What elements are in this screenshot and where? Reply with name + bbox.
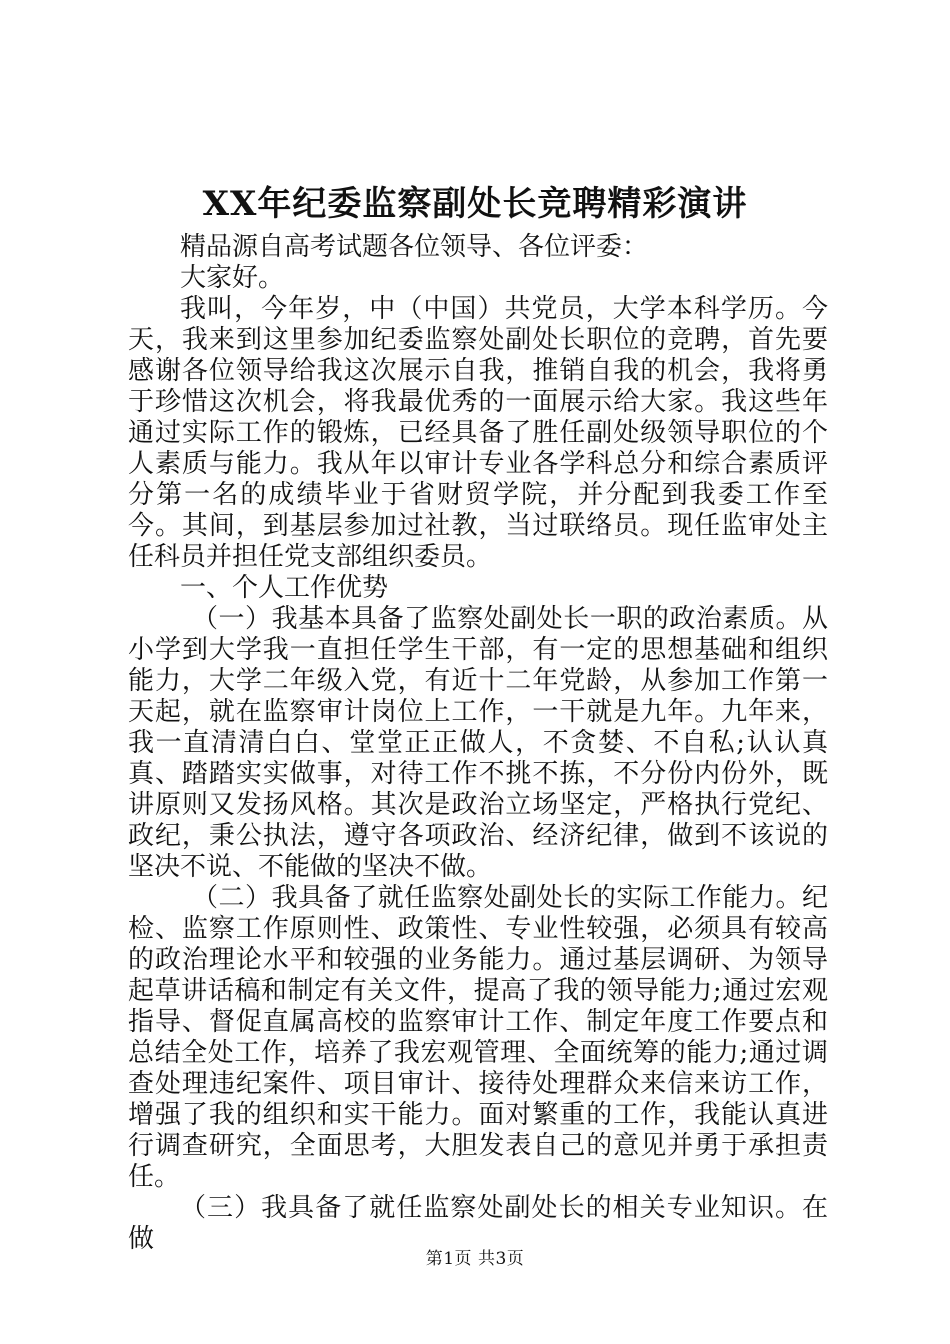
greeting-paragraph: 大家好。 bbox=[180, 263, 285, 293]
salutation-paragraph: 精品源自高考试题各位领导、各位评委： bbox=[180, 232, 649, 262]
intro-paragraph: 我叫，今年岁，中（中国）共党员，大学本科学历。今天，我来到这里参加纪委监察处副处长职位的竞聘，首先要感谢各位领导给我这次展示自我，推销自我的机会，我将勇于珍惜这次机会，将我最优秀的一面展示给大家。我这些年通过实际工作的锻炼，已经具备了胜任副处级领导职位的个人素质与能力。我从年以审计专业各学科总分和综合素质评分第一名的成绩毕业于省财贸学院，并分配到我委工作至今。其间，到基层参加过社教，当过联络员。现任监审处主任科员并担任党支部组织委员。 bbox=[128, 294, 828, 572]
page-footer: 第1页 共3页 bbox=[425, 1249, 525, 1269]
section-heading: 一、个人工作优势 bbox=[180, 573, 389, 603]
work-ability-paragraph: （二）我具备了就任监察处副处长的实际工作能力。纪检、监察工作原则性、政策性、专业性较强，必须具有较高的政治理论水平和较强的业务能力。通过基层调研、为领导起草讲话稿和制定有关文件，提高了我的领导能力;通过宏观指导、督促直属高校的监察审计工作、制定年度工作要点和总结全处工作，培养了我宏观管理、全面统筹的能力;通过调查处理违纪案件、项目审计、接待处理群众来信来访工作，增强了我的组织和实干能力。面对繁重的工作，我能认真进行调查研究，全面思考，大胆发表自己的意见并勇于承担责任。 bbox=[128, 883, 828, 1192]
political-quality-paragraph: （一）我基本具备了监察处副处长一职的政治素质。从小学到大学我一直担任学生干部，有一定的思想基础和组织能力，大学二年级入党，有近十二年党龄，从参加工作第一天起，就在监察审计岗位上工作，一干就是九年。九年来，我一直清清白白、堂堂正正做人，不贪婪、不自私;认认真真、踏踏实实做事，对待工作不挑不拣，不分份内份外，既讲原则又发扬风格。其次是政治立场坚定，严格执行党纪、政纪，秉公执法，遵守各项政治、经济纪律，做到不该说的坚决不说、不能做的坚决不做。 bbox=[128, 604, 828, 882]
professional-knowledge-paragraph: （三）我具备了就任监察处副处长的相关专业知识。在做 bbox=[128, 1193, 828, 1254]
document-body bbox=[128, 232, 828, 1255]
page-title: XX年纪委监察副处长竞聘精彩演讲 bbox=[202, 184, 748, 224]
